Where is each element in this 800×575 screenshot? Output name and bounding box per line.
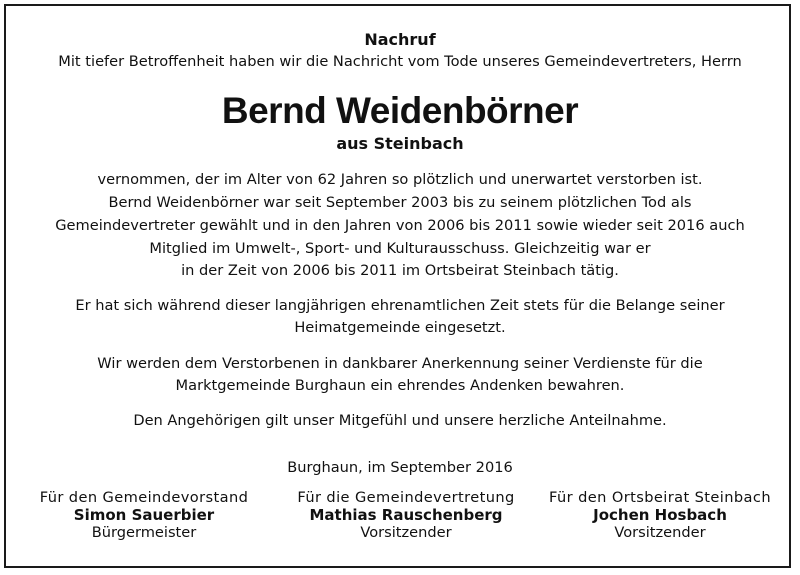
- paragraph-3-line: Wir werden dem Verstorbenen in dankbarer Anerkennung seiner Verdienste für die: [97, 355, 703, 372]
- obituary-title: Nachruf: [364, 30, 436, 49]
- signature-role: Vorsitzender: [614, 524, 706, 541]
- paragraph-3-line: Marktgemeinde Burghaun ein ehrendes Andenken bewahren.: [175, 377, 625, 394]
- paragraph-1-line: Mitglied im Umwelt-, Sport- und Kulturausschuss. Gleichzeitig war er: [149, 240, 651, 257]
- signature-role: Vorsitzender: [360, 524, 452, 541]
- deceased-name: Bernd Weidenbörner: [221, 90, 579, 131]
- signature-block-ortsbeirat: [540, 489, 780, 541]
- signature-role: Bürgermeister: [91, 524, 197, 541]
- place-date: Burghaun, im September 2016: [287, 459, 513, 476]
- signature-org: Für den Gemeindevorstand: [39, 489, 249, 506]
- obituary-border: [4, 4, 791, 568]
- paragraph-2-line: Er hat sich während dieser langjährigen ehrenamtlichen Zeit stets für die Belange seiner: [75, 297, 725, 314]
- signature-org: Für die Gemeindevertretung: [297, 489, 515, 506]
- signature-name: Mathias Rauschenberg: [309, 506, 503, 524]
- paragraph-1-line: Gemeindevertreter gewählt und in den Jahren von 2006 bis 2011 sowie wieder seit 2016 auch: [55, 217, 745, 234]
- signature-block-gemeindevorstand: [24, 489, 264, 541]
- intro-line: Mit tiefer Betroffenheit haben wir die Nachricht vom Tode unseres Gemeindevertreters, Herrn: [58, 53, 742, 70]
- signature-name: Jochen Hosbach: [593, 506, 727, 524]
- paragraph-1-line: in der Zeit von 2006 bis 2011 im Ortsbeirat Steinbach tätig.: [181, 262, 619, 279]
- paragraph-1-line: vernommen, der im Alter von 62 Jahren so plötzlich und unerwartet verstorben ist.: [97, 171, 703, 188]
- paragraph-4: Den Angehörigen gilt unser Mitgefühl und unsere herzliche Anteilnahme.: [133, 412, 667, 429]
- paragraph-1-line: Bernd Weidenbörner war seit September 2003 bis zu seinem plötzlichen Tod als: [108, 194, 692, 211]
- paragraph-2-line: Heimatgemeinde eingesetzt.: [294, 319, 506, 336]
- signature-org: Für den Ortsbeirat Steinbach: [549, 489, 771, 506]
- signature-block-gemeindevertretung: [286, 489, 526, 541]
- signature-name: Simon Sauerbier: [73, 506, 215, 524]
- deceased-origin: aus Steinbach: [336, 134, 464, 153]
